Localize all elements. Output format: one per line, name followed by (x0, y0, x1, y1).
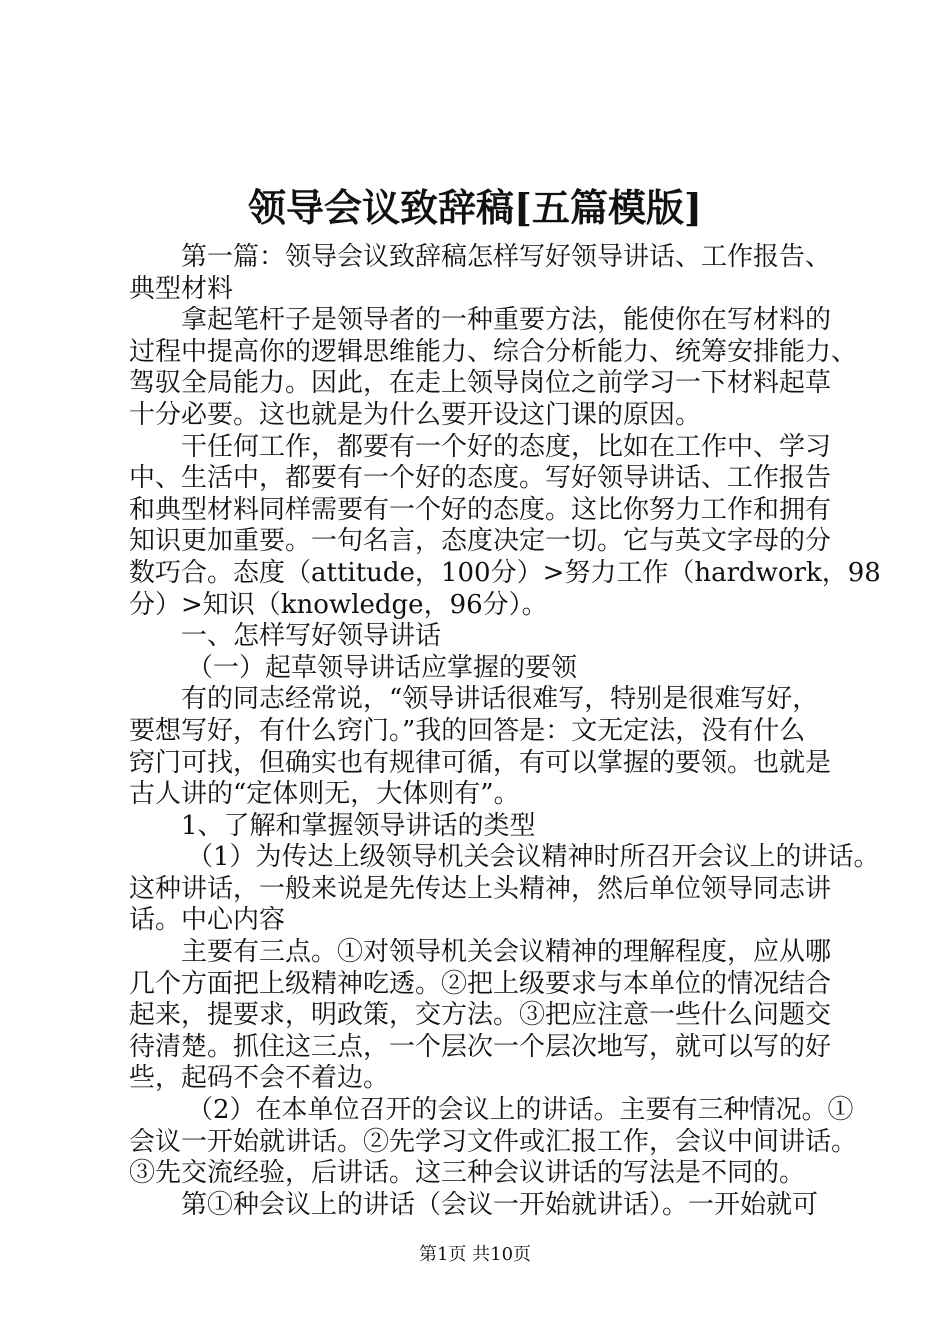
body-line: 些，起码不会不着边。 (129, 1063, 390, 1094)
body-line: 十分必要。这也就是为什么要开设这门课的原因。 (129, 399, 702, 430)
body-line: 话。中心内容 (129, 905, 286, 936)
body-line: 分）>知识（knowledge，96分）。 (129, 589, 548, 620)
body-line: 和典型材料同样需要有一个好的态度。这比你努力工作和拥有 (129, 494, 832, 525)
body-line: 驾驭全局能力。因此，在走上领导岗位之前学习一下材料起草 (129, 368, 832, 399)
body-line: 这种讲话，一般来说是先传达上头精神，然后单位领导同志讲 (129, 873, 832, 904)
subsection-heading: （一）起草领导讲话应掌握的要领 (187, 652, 578, 683)
body-line: 干任何工作，都要有一个好的态度，比如在工作中、学习 (181, 431, 832, 462)
body-line: 第一篇：领导会议致辞稿怎样写好领导讲话、工作报告、 (181, 242, 832, 272)
body-line: 拿起笔杆子是领导者的一种重要方法，能使你在写材料的 (181, 305, 832, 336)
body-line: ③先交流经验，后讲话。这三种会议讲话的写法是不同的。 (129, 1158, 806, 1189)
body-line: 主要有三点。①对领导机关会议精神的理解程度，应从哪 (181, 937, 832, 968)
body-line: 知识更加重要。一句名言，态度决定一切。它与英文字母的分 (129, 526, 832, 557)
body-line: 要想写好，有什么窍门。”我的回答是：文无定法，没有什么 (129, 715, 806, 746)
body-line: 第①种会议上的讲话（会议一开始就讲话）。一开始就可 (181, 1189, 819, 1220)
document-body (129, 242, 881, 1221)
body-line: 数巧合。态度（attitude，100分）>努力工作（hardwork，98 (129, 557, 881, 588)
body-line: 典型材料 (129, 273, 234, 304)
body-line: 起来，提要求，明政策，交方法。③把应注意一些什么问题交 (129, 1000, 832, 1031)
body-line: 中、生活中，都要有一个好的态度。写好领导讲话、工作报告 (129, 463, 832, 494)
document-title: 领导会议致辞稿[五篇模版] (248, 185, 702, 230)
body-line: 有的同志经常说，“领导讲话很难写，特别是很难写好， (181, 684, 819, 715)
page-footer: 第1页 共10页 (418, 1244, 532, 1265)
body-line: （2）在本单位召开的会议上的讲话。主要有三种情况。① (187, 1095, 854, 1126)
body-line: 过程中提高你的逻辑思维能力、综合分析能力、统筹安排能力、 (129, 336, 858, 367)
section-heading: 一、怎样写好领导讲话 (181, 621, 442, 652)
body-line: 几个方面把上级精神吃透。②把上级要求与本单位的情况结合 (129, 968, 832, 999)
body-line: 窍门可找，但确实也有规律可循，有可以掌握的要领。也就是 (129, 747, 832, 778)
body-line: 古人讲的“定体则无，大体则有”。 (129, 779, 520, 810)
body-line: 会议一开始就讲话。②先学习文件或汇报工作，会议中间讲话。 (129, 1126, 858, 1157)
body-line: （1）为传达上级领导机关会议精神时所召开会议上的讲话。 (187, 842, 880, 873)
subsection-heading: 1、了解和掌握领导讲话的类型 (181, 810, 536, 841)
body-line: 待清楚。抓住这三点，一个层次一个层次地写，就可以写的好 (129, 1031, 832, 1062)
